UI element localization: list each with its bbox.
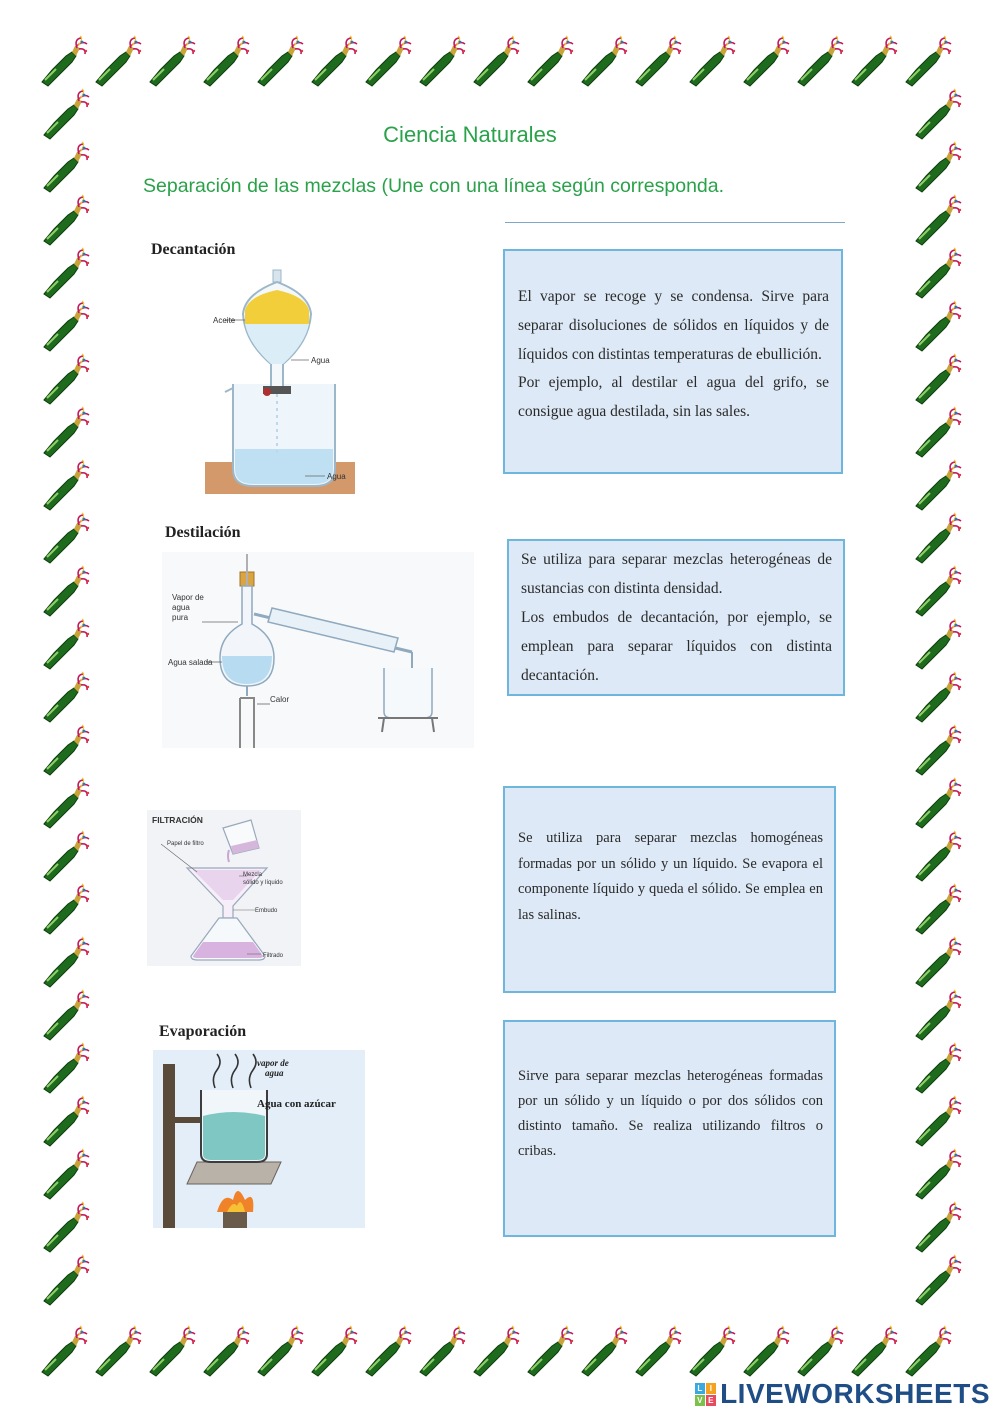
definition-text-4: Sirve para separar mezclas heterogéneas formadas por un sólido y un líquido o por dos sólidos con distinto tamaño. Se realiza utilizando filtros o cribas. xyxy=(518,1068,823,1159)
label-mezcla-1: Mezcla xyxy=(243,872,263,878)
bottle-icon xyxy=(96,36,141,86)
bottle-icon xyxy=(852,1326,897,1376)
bottle-icon xyxy=(150,36,195,86)
bottle-icon xyxy=(744,36,789,86)
decantation-illustration xyxy=(205,264,355,494)
bottle-icon xyxy=(916,672,961,722)
definition-text-3: Se utiliza para separar mezclas homogéneas formadas por un sólido y un líquido. Se evapora el componente líquido y queda el sólido. Se emplea en las salinas. xyxy=(518,830,823,923)
definition-text-2b: Los embudos de decantación, por ejemplo, se emplean para separar líquidos con distinta decantación. xyxy=(521,609,832,684)
bottle-icon xyxy=(44,672,89,722)
bottle-icon xyxy=(474,36,519,86)
bottle-icon xyxy=(916,725,961,775)
bottle-icon xyxy=(44,566,89,616)
label-aceite: Aceite xyxy=(213,316,236,325)
bottle-icon xyxy=(44,354,89,404)
bottle-icon xyxy=(366,36,411,86)
method-label-decantacion[interactable]: Decantación xyxy=(151,241,236,258)
label-filtrado: Filtrado xyxy=(263,953,284,959)
bottle-icon xyxy=(582,36,627,86)
bottle-icon xyxy=(96,1326,141,1376)
bottle-icon xyxy=(798,36,843,86)
definition-box-1[interactable] xyxy=(503,249,843,474)
liveworksheets-logo[interactable] xyxy=(695,1378,990,1410)
bottle-icon xyxy=(44,142,89,192)
label-vapor-2: agua xyxy=(172,603,190,612)
bottle-icon xyxy=(44,778,89,828)
bottle-icon xyxy=(44,1096,89,1146)
definition-text-1b: Por ejemplo, al destilar el agua del grifo, se consigue agua destilada, sin las sales. xyxy=(518,374,829,421)
divider-line xyxy=(505,222,845,223)
bottle-icon xyxy=(44,460,89,510)
label-vapor-agua-1: vapor de xyxy=(257,1058,289,1068)
bottle-icon xyxy=(916,884,961,934)
label-agua-1: Agua xyxy=(311,356,330,365)
bottle-icon xyxy=(44,937,89,987)
bottle-icon xyxy=(44,884,89,934)
bottle-icon xyxy=(474,1326,519,1376)
bottle-icon xyxy=(44,725,89,775)
bottle-icon xyxy=(906,1326,951,1376)
definition-box-3[interactable] xyxy=(503,786,836,993)
definition-text-2: Se utiliza para separar mezclas heterogéneas de sustancias con distinta densidad. xyxy=(521,551,832,597)
bottle-icon xyxy=(366,1326,411,1376)
bottle-icon xyxy=(916,1043,961,1093)
bottle-icon xyxy=(916,566,961,616)
bottle-icon xyxy=(44,407,89,457)
page-title: Ciencia Naturales xyxy=(383,122,557,147)
bottle-icon xyxy=(690,1326,735,1376)
bottle-icon xyxy=(744,1326,789,1376)
label-embudo: Embudo xyxy=(255,908,278,914)
bottle-icon xyxy=(44,619,89,669)
evaporation-illustration xyxy=(153,1050,365,1228)
bottle-icon xyxy=(916,990,961,1040)
bottle-icon xyxy=(44,1149,89,1199)
bottle-icon xyxy=(312,36,357,86)
bottle-icon xyxy=(44,301,89,351)
bottle-icon xyxy=(916,248,961,298)
bottle-icon xyxy=(312,1326,357,1376)
bottle-icon xyxy=(42,1326,87,1376)
bottle-icon xyxy=(528,1326,573,1376)
bottle-icon xyxy=(690,36,735,86)
bottle-icon xyxy=(916,1255,961,1305)
label-vapor-agua-2: agua xyxy=(265,1068,284,1078)
bottle-icon xyxy=(852,36,897,86)
label-mezcla-2: sólido y líquido xyxy=(243,880,283,886)
bottle-icon xyxy=(916,301,961,351)
bottle-icon xyxy=(44,1043,89,1093)
definition-box-4[interactable] xyxy=(503,1020,836,1237)
bottle-icon xyxy=(44,513,89,563)
bottle-icon xyxy=(582,1326,627,1376)
bottle-icon xyxy=(916,407,961,457)
bottle-icon xyxy=(420,1326,465,1376)
bottle-icon xyxy=(258,36,303,86)
bottle-icon xyxy=(204,1326,249,1376)
bottle-icon xyxy=(44,248,89,298)
bottle-icon xyxy=(420,36,465,86)
bottle-icon xyxy=(916,1149,961,1199)
distillation-illustration xyxy=(162,552,474,748)
bottle-icon xyxy=(916,619,961,669)
bottle-icon xyxy=(636,1326,681,1376)
definition-text-1: El vapor se recoge y se condensa. Sirve para separar disoluciones de sólidos en líquidos y de líquidos con distintas temperaturas de ebullición. xyxy=(518,288,829,363)
bottle-icon xyxy=(916,195,961,245)
bottle-icon xyxy=(916,354,961,404)
bottle-icon xyxy=(916,778,961,828)
instruction-text: Separación de las mezclas (Une con una línea según corresponda. xyxy=(143,175,725,197)
label-vapor-1: Vapor de xyxy=(172,593,204,602)
definition-box-2[interactable] xyxy=(507,539,845,696)
bottle-icon xyxy=(150,1326,195,1376)
label-agua-salada: Agua salada xyxy=(168,658,213,667)
label-agua-azucar: Agua con azúcar xyxy=(257,1098,336,1110)
label-vapor-3: pura xyxy=(172,613,189,622)
bottle-icon xyxy=(44,990,89,1040)
bottle-icon xyxy=(916,1096,961,1146)
bottle-icon xyxy=(798,1326,843,1376)
bottle-icon xyxy=(916,1202,961,1252)
bottle-icon xyxy=(916,937,961,987)
bottle-icon xyxy=(44,1255,89,1305)
label-agua-2: Agua xyxy=(327,472,346,481)
bottle-icon xyxy=(44,195,89,245)
bottle-icon xyxy=(916,460,961,510)
liveworksheets-badge-icon: L I V E xyxy=(695,1383,716,1406)
bottle-icon xyxy=(528,36,573,86)
bottle-icon xyxy=(204,36,249,86)
label-calor: Calor xyxy=(270,695,290,704)
bottle-icon xyxy=(916,142,961,192)
method-label-destilacion[interactable]: Destilación xyxy=(165,524,241,541)
method-label-evaporacion[interactable]: Evaporación xyxy=(159,1023,247,1040)
bottle-icon xyxy=(44,831,89,881)
bottle-icon xyxy=(636,36,681,86)
filtration-illustration[interactable] xyxy=(147,810,301,966)
bottle-icon xyxy=(906,36,951,86)
bottle-icon xyxy=(916,513,961,563)
label-papel-filtro: Papel de filtro xyxy=(167,841,204,847)
bottle-icon xyxy=(258,1326,303,1376)
method-label-filtracion: FILTRACIÓN xyxy=(152,815,203,825)
bottle-icon xyxy=(44,1202,89,1252)
brand-text: LIVEWORKSHEETS xyxy=(720,1378,990,1409)
bottle-icon xyxy=(916,831,961,881)
bottle-icon xyxy=(42,36,87,86)
